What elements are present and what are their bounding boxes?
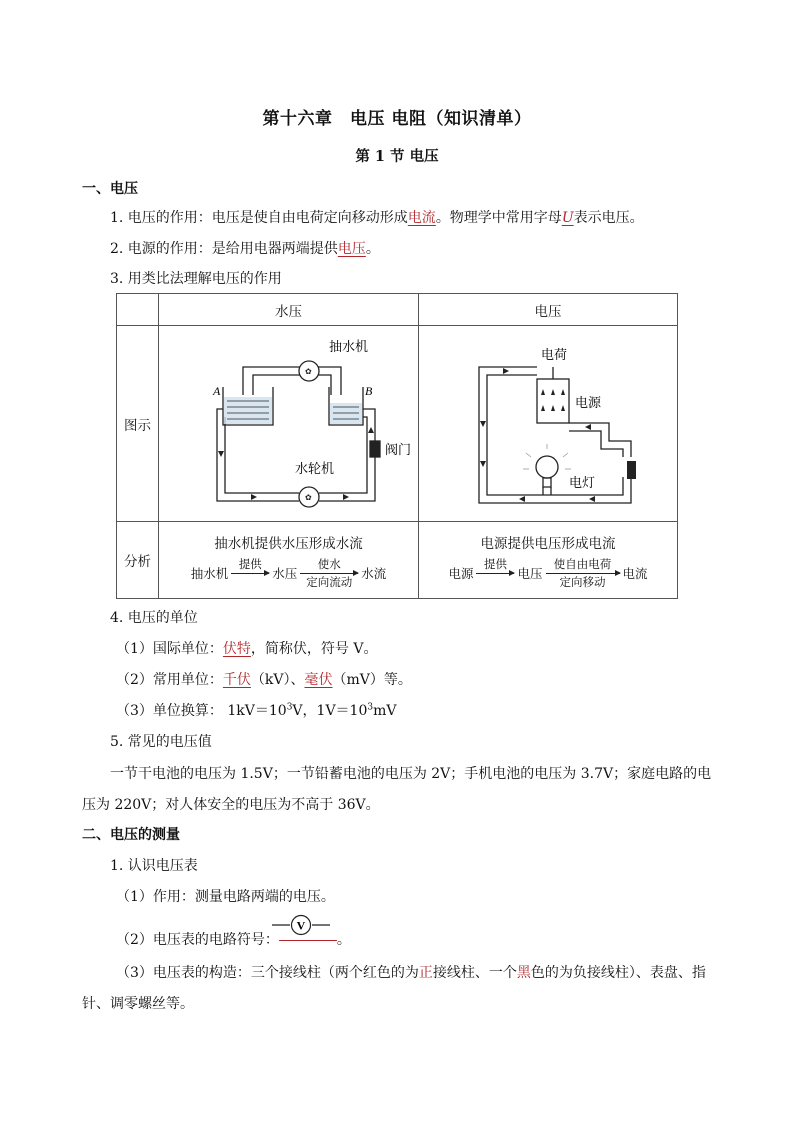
water-arrow-drive-bottom: 定向流动 xyxy=(306,574,353,589)
table-header-water: 水压 xyxy=(159,294,419,326)
answer-volt: 伏特 xyxy=(222,641,251,657)
row-label-diagram: 图示 xyxy=(117,326,159,522)
unit-conversion-pre: （3）单位换算： 1kV＝10 xyxy=(116,703,287,719)
electric-flow-chain xyxy=(419,558,677,589)
point-b-label: B xyxy=(365,383,373,398)
answer-voltage: 电压 xyxy=(337,241,366,257)
source-label: 电源 xyxy=(575,394,602,410)
electric-arrow-provide-label: 提供 xyxy=(483,556,507,571)
unit-common-pre: （2）常用单位： xyxy=(116,672,223,688)
heading-voltage: 一、电压 xyxy=(82,181,138,197)
item-common-values: 5. 常见的电压值 xyxy=(110,734,212,750)
electric-arrow-drive-top: 使自由电荷 xyxy=(553,556,612,571)
electric-node-current: 电流 xyxy=(622,566,648,581)
electric-arrow-drive xyxy=(546,558,620,589)
unit-conversion-mid: V，1V＝10 xyxy=(292,703,368,719)
electric-node-source: 电源 xyxy=(448,566,474,581)
electric-analysis-summary: 电源提供电压形成电流 xyxy=(480,535,616,552)
answer-kilovolt: 千伏 xyxy=(222,672,251,688)
unit-conversion-post: mV xyxy=(373,703,397,719)
table-header-electric: 电压 xyxy=(419,294,678,326)
lamp-label: 电灯 xyxy=(569,474,596,490)
voltmeter-symbol-post: 。 xyxy=(336,932,351,948)
voltmeter-symbol-answer-blank xyxy=(279,939,337,941)
construction-post: 色的为负接线柱）、表盘、指 xyxy=(530,965,706,981)
water-arrow-drive-top: 使水 xyxy=(317,556,341,571)
common-values-line2: 压为 220V；对人体安全的电压为不高于 36V。 xyxy=(82,797,380,813)
item-voltage-function xyxy=(110,207,644,227)
row-label-analysis: 分析 xyxy=(117,522,159,599)
analogy-table xyxy=(116,293,678,599)
water-arrow-provide-label: 提供 xyxy=(238,556,262,571)
answer-millivolt: 毫伏 xyxy=(304,672,333,688)
heading-measurement: 二、电压的测量 xyxy=(82,827,180,843)
voltmeter-construction xyxy=(116,962,706,982)
unit-si-pre: （1）国际单位： xyxy=(116,641,223,657)
electric-node-voltage: 电压 xyxy=(517,566,543,581)
table-corner-cell xyxy=(117,294,159,326)
water-flow-chain xyxy=(159,558,418,589)
unit-common xyxy=(116,669,412,689)
item-source-function xyxy=(110,238,380,258)
page-title: 第十六章 电压 电阻（知识清单） xyxy=(262,109,532,129)
electric-analysis-cell xyxy=(419,522,678,599)
voltmeter-symbol-icon xyxy=(270,914,332,936)
water-circuit-diagram xyxy=(159,327,417,521)
water-analysis-summary: 抽水机提供水压形成水流 xyxy=(214,535,363,552)
item1-text-mid: 。物理学中常用字母 xyxy=(435,210,562,226)
electric-diagram-cell xyxy=(419,326,678,522)
voltmeter-symbol-letter: V xyxy=(296,918,306,933)
pump-label: 抽水机 xyxy=(329,338,369,354)
item-voltmeter: 1. 认识电压表 xyxy=(110,858,198,874)
answer-black: 黑 xyxy=(516,965,531,981)
unit-conversion xyxy=(116,700,397,720)
construction-mid: 接线柱、一个 xyxy=(432,965,517,981)
charge-label: 电荷 xyxy=(541,346,568,362)
electric-arrow-drive-bottom: 定向移动 xyxy=(559,574,606,589)
point-a-label: A xyxy=(213,383,221,398)
answer-letter-u: U xyxy=(561,210,574,226)
answer-positive: 正 xyxy=(418,965,433,981)
answer-current: 电流 xyxy=(407,210,436,226)
unit-common-mid: （kV）、 xyxy=(250,672,305,688)
svg-text:✿: ✿ xyxy=(305,366,312,376)
valve-label: 阀门 xyxy=(385,441,412,457)
water-analysis-cell xyxy=(159,522,419,599)
unit-si-post: ，简称伏，符号 V。 xyxy=(250,641,378,657)
water-node-flow: 水流 xyxy=(361,566,387,581)
item1-text-pre: 1. 电压的作用：电压是使自由电荷定向移动形成 xyxy=(110,210,408,226)
electric-arrow-provide xyxy=(476,558,514,589)
water-arrow-provide xyxy=(231,558,269,589)
water-diagram-cell xyxy=(159,326,419,522)
unit-common-post: （mV）等。 xyxy=(332,672,412,688)
water-arrow-drive xyxy=(300,558,358,589)
unit-conversion-exp2: 3 xyxy=(367,702,374,713)
voltmeter-use: （1）作用：测量电路两端的电压。 xyxy=(116,889,335,905)
common-values-line1: 一节干电池的电压为 1.5V；一节铅蓄电池的电压为 2V；手机电池的电压为 3.7V；家庭电路的电 xyxy=(110,766,712,782)
unit-conversion-exp1: 3 xyxy=(286,702,293,713)
section-subtitle: 第 1 节 电压 xyxy=(355,148,439,165)
construction-pre: （3）电压表的构造：三个接线柱（两个红色的为 xyxy=(116,965,419,981)
svg-text:✿: ✿ xyxy=(305,492,312,502)
water-node-pressure: 水压 xyxy=(272,566,298,581)
voltmeter-construction-line2: 针、调零螺丝等。 xyxy=(82,996,194,1012)
item-analogy: 3. 用类比法理解电压的作用 xyxy=(110,271,282,287)
electric-circuit-diagram xyxy=(419,327,677,521)
voltmeter-symbol-pre: （2）电压表的电路符号： xyxy=(116,932,279,948)
unit-si xyxy=(116,638,377,658)
item2-text-post: 。 xyxy=(365,241,380,257)
water-node-pump: 抽水机 xyxy=(190,566,229,581)
item-voltage-units: 4. 电压的单位 xyxy=(110,610,198,626)
item2-text-pre: 2. 电源的作用：是给用电器两端提供 xyxy=(110,241,338,257)
item1-text-post: 表示电压。 xyxy=(573,210,644,226)
turbine-label: 水轮机 xyxy=(295,460,335,476)
